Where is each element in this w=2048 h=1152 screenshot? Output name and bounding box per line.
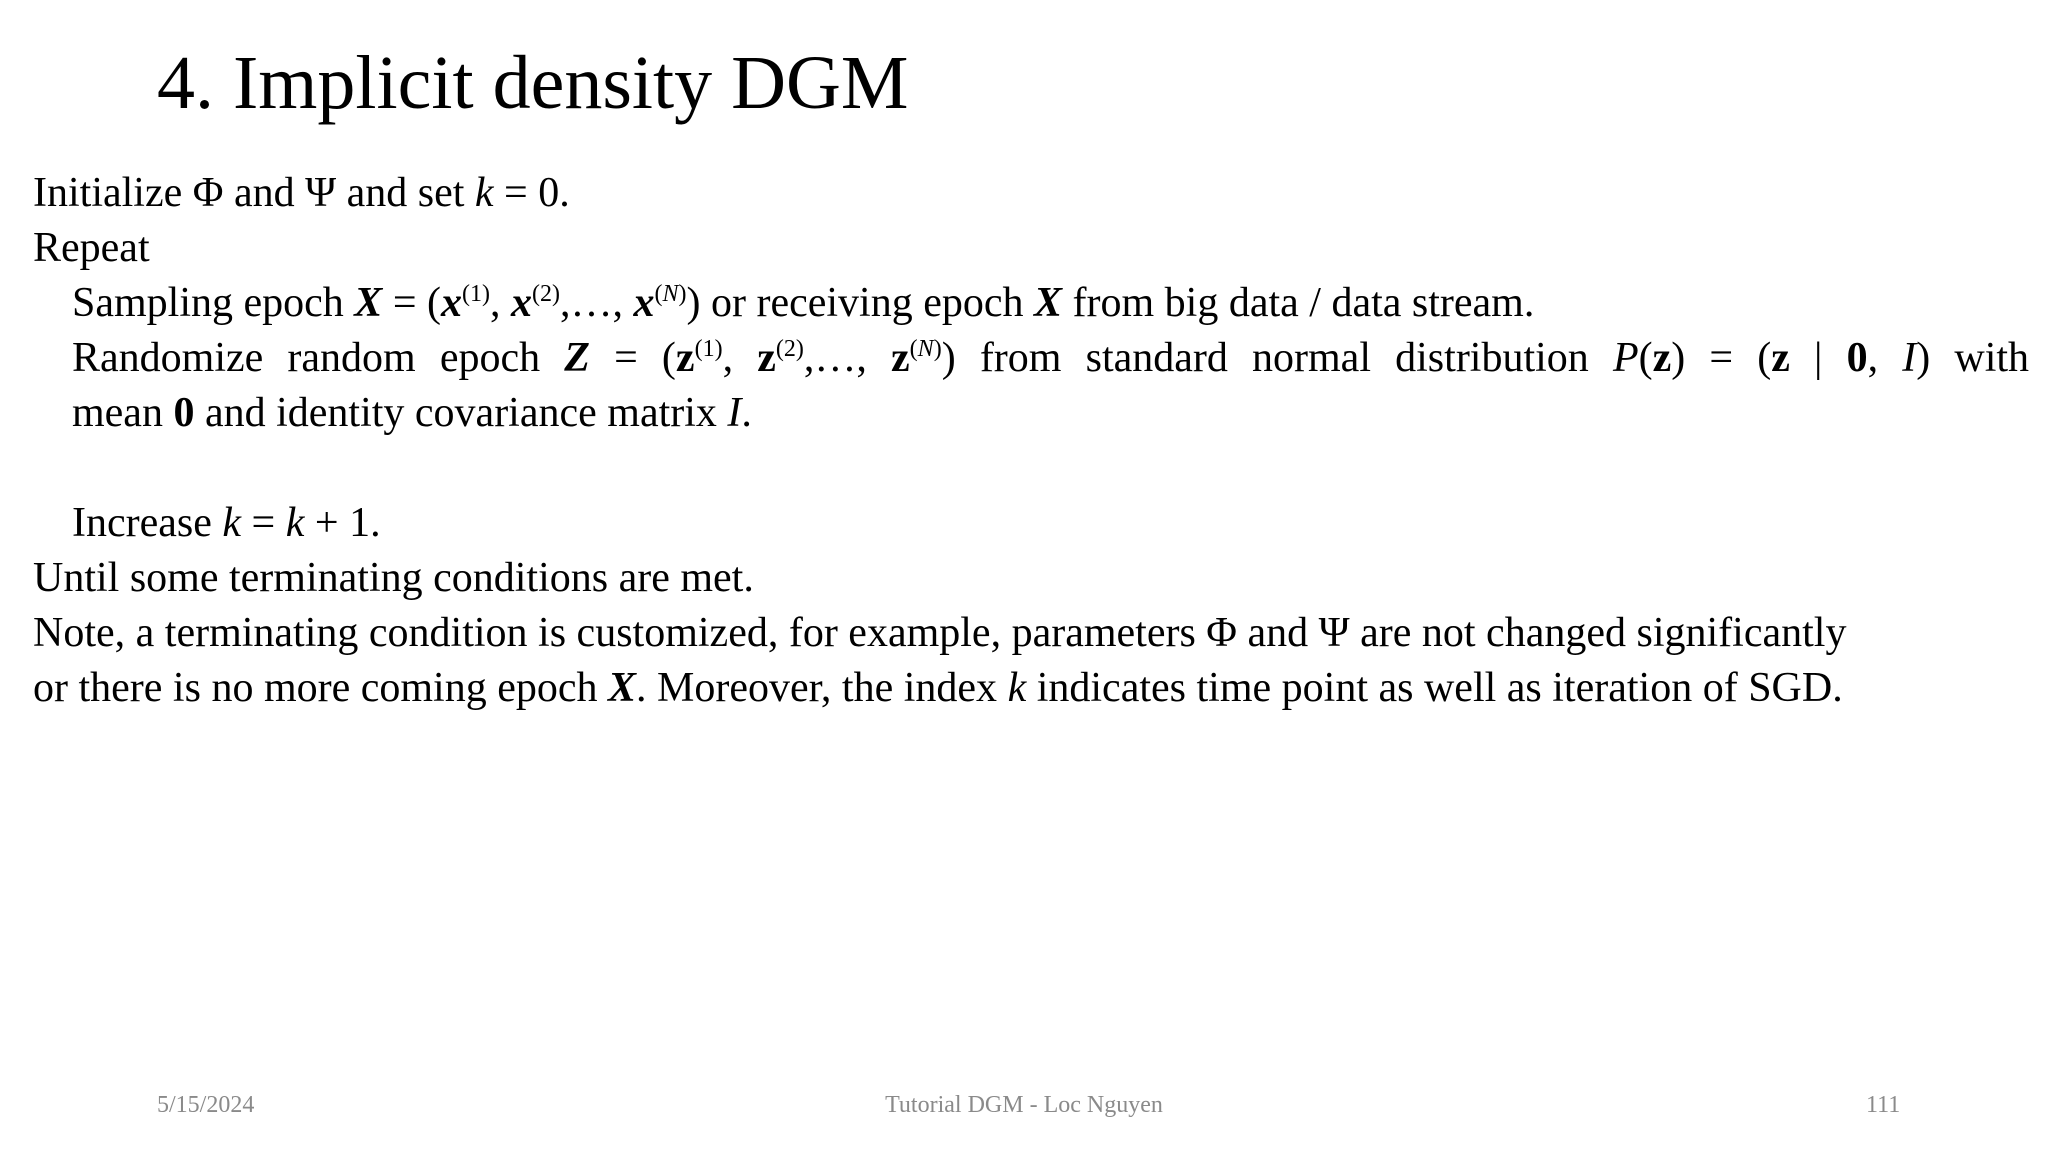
text-run: = xyxy=(241,500,286,546)
algorithm-line-until: Until some terminating conditions are met. xyxy=(33,555,754,601)
text-run: ) from standard normal distribution xyxy=(941,335,1613,381)
math-zero-vector: 0 xyxy=(173,390,195,436)
text-run: Randomize random epoch xyxy=(72,335,565,381)
text-run: from big data / data stream. xyxy=(1062,280,1535,326)
math-variable-x: x xyxy=(633,280,655,326)
note-line-1: Note, a terminating condition is customized, for example, parameters Φ and Ψ are not changed significantly xyxy=(33,610,1847,656)
text-run: indicates time point as well as iteration of SGD. xyxy=(1026,665,1843,711)
math-variable-x: x xyxy=(441,280,462,326)
text-run: ) xyxy=(933,336,942,362)
math-variable-X: X xyxy=(354,280,383,326)
text-run: ( xyxy=(654,281,663,307)
algorithm-line-sampling xyxy=(33,276,2029,331)
text-run: ,…, xyxy=(803,335,892,381)
math-zero-vector: 0 xyxy=(1846,335,1868,381)
text-run: Increase xyxy=(72,500,223,546)
algorithm-line-randomize xyxy=(33,331,2029,386)
superscript: (1) xyxy=(694,336,723,362)
note-line-2 xyxy=(33,661,2029,716)
text-run: ) with xyxy=(1916,335,2029,381)
math-variable-z: z xyxy=(675,335,695,381)
math-variable-N: N xyxy=(662,281,679,307)
text-run: | xyxy=(1789,335,1847,381)
text-run: . Moreover, the index xyxy=(636,665,1008,711)
math-variable-N: N xyxy=(917,336,934,362)
text-run: Sampling epoch xyxy=(72,280,355,326)
math-variable-z: z xyxy=(1652,335,1672,381)
superscript xyxy=(654,281,686,307)
math-variable-Z: Z xyxy=(564,335,590,381)
slide-title: 4. Implicit density DGM xyxy=(157,41,909,125)
math-variable-k: k xyxy=(285,500,305,546)
math-variable-z: z xyxy=(1771,335,1790,381)
blank-line xyxy=(33,441,2029,496)
text-run: ) or receiving epoch xyxy=(686,280,1034,326)
algorithm-line-mean xyxy=(33,386,2029,441)
footer-date: 5/15/2024 xyxy=(157,1092,255,1118)
text-run: = ( xyxy=(589,335,676,381)
math-variable-X: X xyxy=(608,665,637,711)
text-run: , xyxy=(722,335,758,381)
text-run: . xyxy=(741,390,752,436)
footer-page-number: 111 xyxy=(1866,1092,1901,1118)
text-run: mean xyxy=(72,390,174,436)
math-variable-X: X xyxy=(1034,280,1063,326)
text-run: or there is no more coming epoch xyxy=(33,665,608,711)
text-run: ( xyxy=(909,336,918,362)
text-run: ) xyxy=(678,281,687,307)
superscript: (2) xyxy=(775,336,804,362)
math-variable-I: I xyxy=(1902,335,1917,381)
text-run: ) = ( xyxy=(1671,335,1772,381)
math-variable-k: k xyxy=(1007,665,1027,711)
text-run: and identity covariance matrix xyxy=(194,390,728,436)
math-variable-k: k xyxy=(474,170,494,216)
text-run: = 0. xyxy=(493,170,570,216)
superscript: (2) xyxy=(531,281,560,307)
text-run: = ( xyxy=(382,280,441,326)
math-variable-I: I xyxy=(727,390,742,436)
text-run: , xyxy=(489,280,511,326)
math-variable-x: x xyxy=(510,280,532,326)
text-run: ,…, xyxy=(559,280,634,326)
text-run: , xyxy=(1867,335,1903,381)
footer-title: Tutorial DGM - Loc Nguyen xyxy=(885,1092,1163,1118)
superscript: (1) xyxy=(462,281,490,307)
algorithm-line-repeat: Repeat xyxy=(33,225,150,271)
math-variable-P: P xyxy=(1612,335,1639,381)
text-run: + 1. xyxy=(304,500,381,546)
algorithm-line-initialize xyxy=(33,166,2029,221)
text-run: ( xyxy=(1638,335,1653,381)
slide-body xyxy=(33,166,2029,716)
math-variable-z: z xyxy=(757,335,776,381)
math-variable-z: z xyxy=(891,335,910,381)
math-variable-k: k xyxy=(222,500,242,546)
superscript xyxy=(910,336,942,362)
text-run: Initialize Φ and Ψ and set xyxy=(33,170,475,216)
algorithm-line-increase xyxy=(33,496,2029,551)
